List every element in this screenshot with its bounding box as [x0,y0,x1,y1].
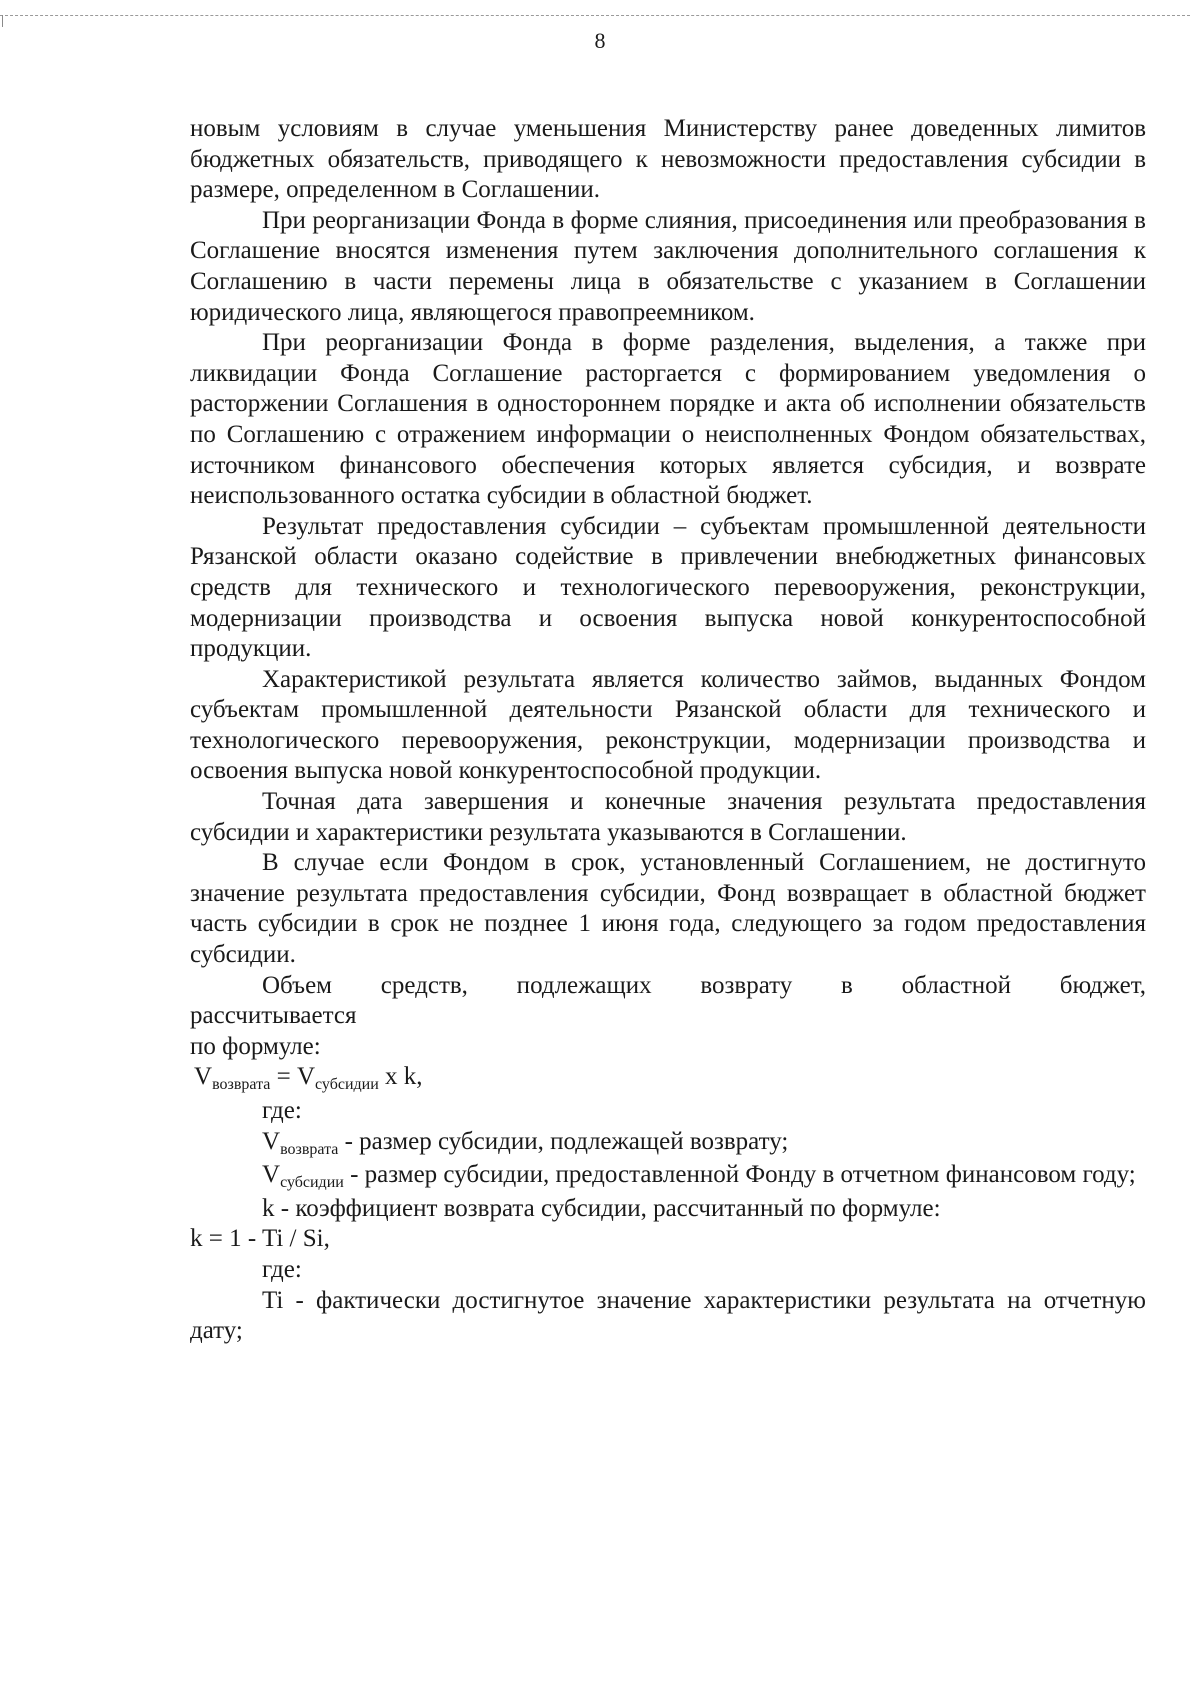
document-body [190,114,1146,1347]
formula-tail: x k, [378,1063,423,1091]
paragraph-refund-volume [190,971,1146,1002]
def-v-subsidy-symbol: V [262,1161,281,1189]
def-v-return-subscript: возврата [280,1140,339,1158]
def-v-subsidy-text: - размер субсидии, предоставленной Фонду в отчетном финансовом году; [343,1161,1136,1189]
formula-lhs-subscript: возврата [212,1076,271,1094]
scan-top-corner-mark [2,15,3,27]
definition-ti: Ti - фактически достигнутое значение характеристики результата на отчетную дату; [190,1286,1146,1345]
def-v-return-symbol: V [262,1127,281,1155]
paragraph-result-characteristic: Характеристикой результата является количество займов, выданных Фондом субъектам промышленной деятельности Рязанской области для технического и технологического перевооружения, реконструкции, модернизации производства и освоения выпуска новой конкурентоспособной продукции. [190,665,1146,785]
formula-equals: = [270,1063,297,1091]
refund-volume-line-1: Объем средств, подлежащих возврату в областной бюджет, [262,971,1146,999]
scan-top-border-line [0,15,1190,16]
where-label-2: где: [262,1255,302,1283]
definition-v-subsidy [190,1160,1146,1194]
paragraph-refund-condition: В случае если Фондом в срок, установленный Соглашением, не достигнуто значение результата предоставления субсидии, Фонд возвращает в областной бюджет часть субсидии в срок не позднее 1 июня года, следующего за годом предоставления субсидии. [190,849,1146,969]
paragraph-reorganization-division: При реорганизации Фонда в форме разделения, выделения, а также при ликвидации Фонда Соглашение расторгается с формированием уведомления о расторжении Соглашения в одностороннем порядке и акта об исполнении обязательств по Соглашению с отражением информации о неисполненных Фондом обязательствах, источником финансового обеспечения которых является субсидия, и возврате неиспользованного остатка субсидии в областной бюджет. [190,329,1146,510]
page-number: 8 [594,28,606,53]
coefficient-formula: k = 1 - Ti / Si, [190,1225,330,1253]
paragraph-reorganization-merger: При реорганизации Фонда в форме слияния, присоединения или преобразования в Соглашение вносятся изменения путем заключения дополнительного соглашения к Соглашению в части перемены лица в обязательстве с указанием в Соглашении юридического лица, являющегося правопреемником. [190,206,1146,326]
paragraph-completion-date: Точная дата завершения и конечные значения результата предоставления субсидии и характеристики результата указываются в Соглашении. [190,788,1146,846]
def-v-return-text: - размер субсидии, подлежащей возврату; [338,1127,789,1155]
def-v-subsidy-subscript: субсидии [280,1174,344,1192]
refund-volume-line-2: рассчитывается [190,1002,357,1030]
formula-rhs-subscript: субсидии [315,1076,379,1094]
where-label-1: где: [262,1097,302,1124]
definition-v-return [190,1127,1146,1161]
definition-k: k - коэффициент возврата субсидии, рассчитанный по формуле: [262,1194,941,1222]
refund-formula [190,1062,1146,1096]
refund-volume-line-3: по формуле: [190,1032,321,1060]
formula-lhs-symbol: V [194,1063,213,1091]
formula-rhs-symbol: V [296,1063,316,1091]
paragraph-limits: новым условиям в случае уменьшения Министерству ранее доведенных лимитов бюджетных обязательств, приводящего к невозможности предоставления субсидии в размере, определенном в Соглашении. [190,115,1146,204]
paragraph-subsidy-result: Результат предоставления субсидии – субъектам промышленной деятельности Рязанской области оказано содействие в привлечении внебюджетных финансовых средств для технического и технологического перевооружения, реконструкции, модернизации производства и освоения выпуска новой конкурентоспособной продукции. [190,512,1146,663]
